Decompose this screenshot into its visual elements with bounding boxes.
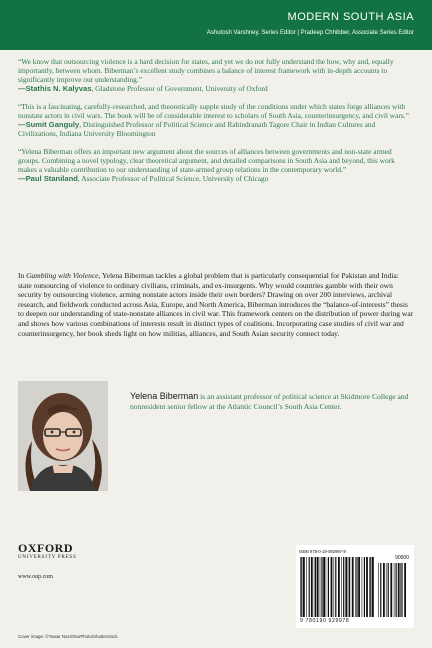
barcode-bar (300, 557, 301, 617)
barcode-digits: 9 780190 929978 (300, 618, 350, 624)
barcode-bar (301, 557, 302, 617)
barcode-bar (369, 557, 370, 617)
price-code: 90000 (395, 555, 409, 561)
author-bio (130, 391, 420, 412)
barcode-bar (314, 557, 315, 617)
barcode-bar (348, 557, 349, 617)
price-barcode-bars (378, 563, 408, 617)
praise-item (18, 102, 414, 138)
barcode-bars (300, 557, 376, 617)
barcode-bar (372, 557, 374, 617)
barcode-bar (400, 563, 401, 617)
author-bio-text: is an assistant professor of political science at Skidmore College and nonresident senior fellow at the Atlantic Council’s South Asia Center. (130, 392, 409, 411)
praise-section (18, 57, 414, 192)
barcode-bar (355, 557, 356, 617)
barcode-bar (358, 557, 360, 617)
barcode-bar (356, 557, 357, 617)
barcode-bar (386, 563, 387, 617)
barcode-bar (334, 557, 335, 617)
barcode-bar (394, 563, 395, 617)
barcode-bar (331, 557, 333, 617)
author-name: Yelena Biberman (130, 391, 199, 401)
praise-author-affiliation: , Gladstone Professor of Government, University of Oxford (91, 84, 268, 93)
barcode-bar (321, 557, 322, 617)
barcode-bar (401, 563, 402, 617)
barcode-bar (345, 557, 347, 617)
praise-quote: “Yelena Biberman offers an important new argument about the sources of alliances between governments and non-state armed groups. Combining a novel typology, clear theoretical argument, and detailed comparisons in South Asia and beyond, this work makes a valuable contribution to our understanding of state-armed group relations in the contemporary world.” (18, 147, 395, 174)
barcode-bar (349, 557, 350, 617)
barcode-bar (326, 557, 327, 617)
blurb-body: , Yelena Biberman tackles a global problem that is particularly consequential for Pakistan and India: state outsourcing of violence to ordinary civilians, criminals, and ex-insurgents. Why would countries gamble with their own security by outsourcing violence, arming nonstate actors inside their own borders? Drawing on over 200 interviews, archival research, and fieldwork conducted across Asia, Europe, and North America, Biberman introduces the “balance-of-interests” thesis to deepen our understanding of state-nonstate alliances in civil war. This framework centers on the distribution of power during war and shows how various combinations of interests result in distinct types of coalitions. Incorporating case studies of civil war and counterinsurgency, her book sheds light on how militias, alliances, and South Asian security connect today. (18, 271, 414, 338)
publisher-logo: OXFORD (18, 541, 73, 555)
barcode-bar (352, 557, 354, 617)
barcode-bar (380, 563, 381, 617)
barcode-bar (338, 557, 340, 617)
praise-attribution (18, 84, 414, 93)
barcode-bar (388, 563, 389, 617)
series-editors: Ashutosh Varshney, Series Editor | Pradeep Chhibber, Associate Series Editor (206, 30, 414, 36)
publisher-subtitle: UNIVERSITY PRESS (18, 555, 77, 560)
barcode-bar (320, 557, 321, 617)
cover-credit: Cover image: ©Yawar Nazir/NurPhoto/Shutterstock (18, 634, 118, 639)
barcode-bar (317, 557, 319, 617)
barcode-bar (343, 557, 344, 617)
barcode-bar (383, 563, 385, 617)
blurb-lead-in: In (18, 271, 27, 280)
publisher-url: www.oup.com (18, 574, 53, 580)
barcode-bar (390, 563, 392, 617)
praise-author-affiliation: , Associate Professor of Political Science, University of Chicago (77, 174, 269, 183)
isbn-text: ISBN 978-0-19-092997-8 (299, 549, 346, 554)
barcode-box (296, 545, 414, 628)
barcode-bar (315, 557, 316, 617)
praise-quote: “We know that outsourcing violence is a hard decision for states, and yet we do not fully understand the how, why and, equally importantly, between whom. Biberman’s excellent study combines a balance of interest framework with in-depth accounts to significantly improve our understanding.” (18, 57, 394, 84)
barcode-bar (396, 563, 397, 617)
barcode-bar (311, 557, 313, 617)
barcode-bar (309, 557, 310, 617)
author-portrait-image (18, 381, 108, 491)
barcode-bar (378, 563, 379, 617)
series-header-band (0, 0, 432, 50)
praise-author-name: —Paul Staniland (18, 174, 78, 183)
barcode-bar (366, 557, 368, 617)
barcode-bar (328, 557, 329, 617)
barcode-bar (303, 557, 305, 617)
barcode-bar (398, 563, 400, 617)
praise-author-name: —Stathis N. Kalyvas (18, 84, 92, 93)
praise-item (18, 147, 414, 183)
praise-quote: “This is a fascinating, carefully-researched, and theoretically supple study of the conditions under which states forge alliances with nonstate actors in civil wars. The book will be of considerable interest to scholars of South Asia, counterinsurgency, and civil wars.” (18, 102, 409, 120)
praise-attribution (18, 120, 414, 138)
series-title: MODERN SOUTH ASIA (287, 11, 414, 23)
praise-author-affiliation: , Distinguished Professor of Political Science and Rabindranath Tagore Chair in Indian Cultures and Civilizations, Indiana University Bloomington (18, 120, 376, 138)
praise-item (18, 57, 414, 93)
barcode-bar (364, 557, 365, 617)
praise-attribution (18, 174, 414, 183)
book-description (18, 271, 414, 338)
praise-author-name: —Sumit Ganguly (18, 120, 80, 129)
barcode-bar (335, 557, 336, 617)
barcode-bar (362, 557, 363, 617)
book-title: Gambling with Violence (26, 271, 99, 280)
author-photo (18, 381, 108, 491)
barcode-bar (404, 563, 406, 617)
barcode-bar (370, 557, 371, 617)
barcode-bar (341, 557, 342, 617)
barcode-bar (323, 557, 325, 617)
barcode-bar (306, 557, 307, 617)
